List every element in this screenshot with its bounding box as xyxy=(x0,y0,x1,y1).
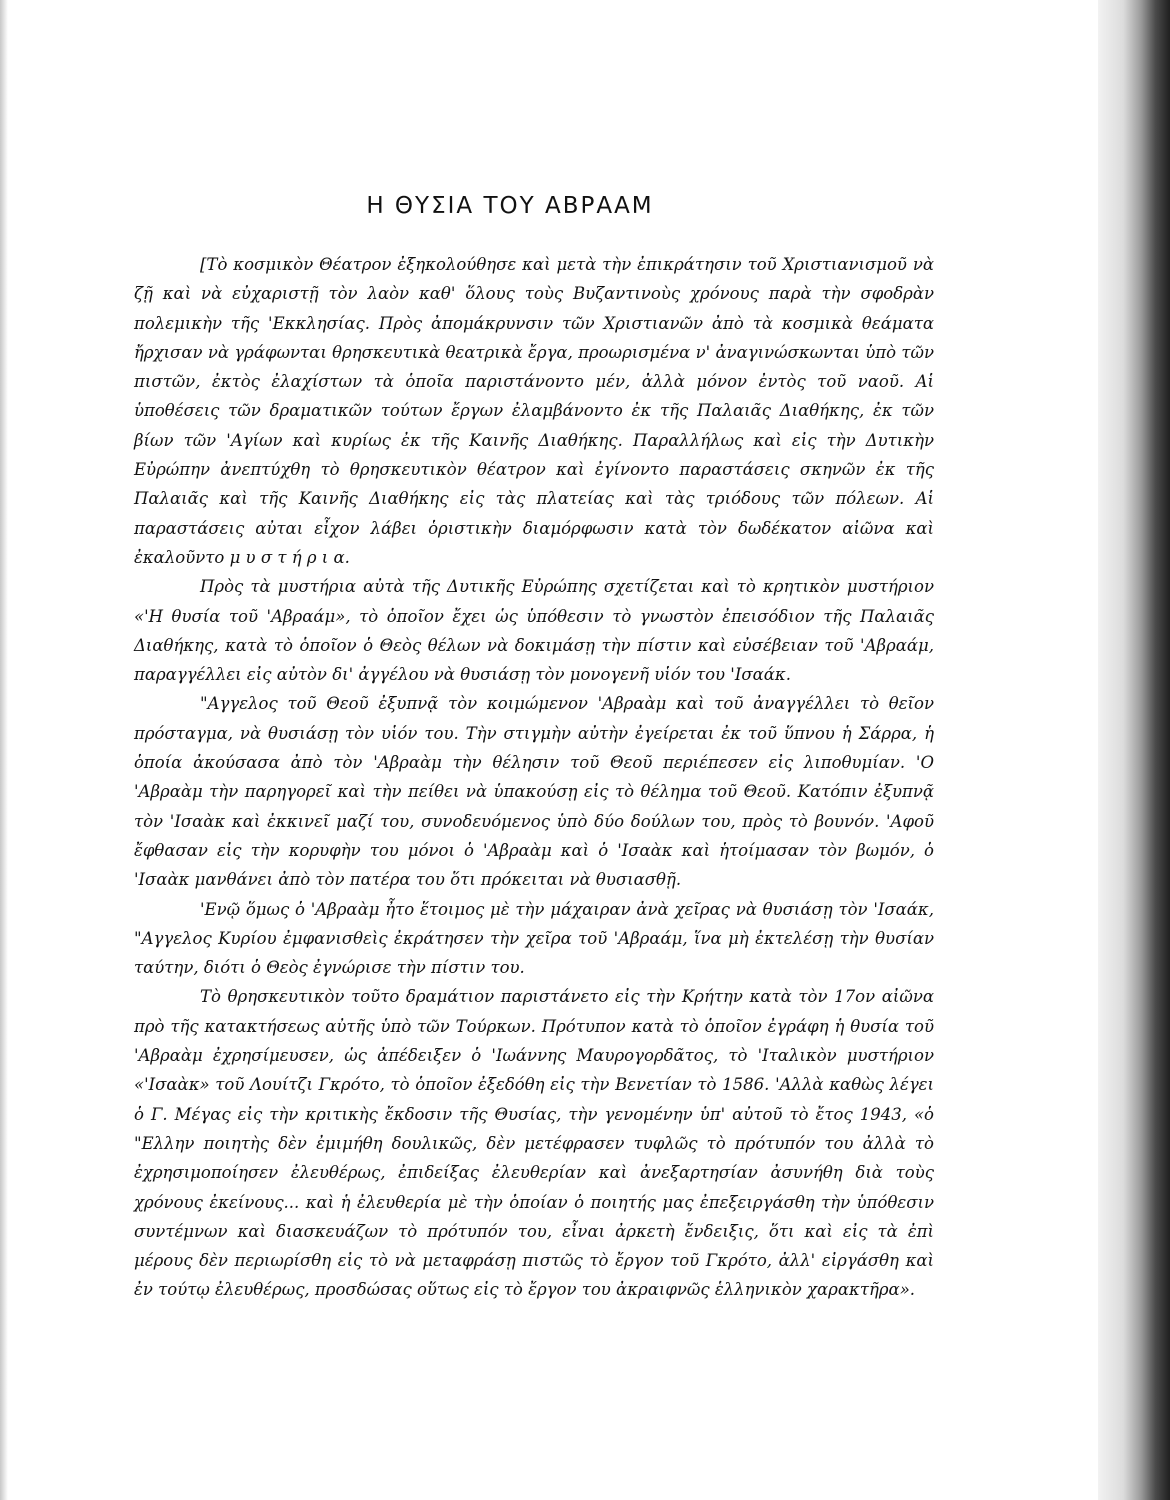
page-edge-shadow xyxy=(1098,0,1170,1500)
page-gutter xyxy=(0,0,8,1500)
paragraph: Τὸ θρησκευτικὸν τοῦτο δραμάτιον παριστάνετο εἰς τὴν Κρήτην κατὰ τὸν 17ον αἰῶνα πρὸ τῆς κατακτήσεως αὐτῆς ὑπὸ τῶν Τούρκων. Πρότυπον κατὰ τὸ ὁποῖον ἐγράφη ἡ θυσία τοῦ 'Αβραὰμ ἐχρησίμευσεν, ὡς ἀπέδειξεν ὁ 'Ιωάννης Μαυρογορδᾶτος, τὸ 'Ιταλικὸν μυστήριον «'Ισαὰκ» τοῦ Λουίτζι Γκρότο, τὸ ὁποῖον ἐξεδόθη εἰς τὴν Βενετίαν τὸ 1586. 'Αλλὰ καθὼς λέγει ὁ Γ. Μέγας εἰς τὴν κριτικὴς ἔκδοσιν τῆς Θυσίας, τὴν γενομένην ὑπ' αὐτοῦ τὸ ἔτος 1943, «ὁ "Ελλην ποιητὴς δὲν ἐμιμήθη δουλικῶς, δὲν μετέφρασεν τυφλῶς τὸ πρότυπόν του ἀλλὰ τὸ ἐχρησιμοποίησεν ἐλευθέρως, ἐπιδείξας ἐλευθερίαν καὶ ἀνεξαρτησίαν ἀσυνήθη διὰ τοὺς χρόνους ἐκείνους... καὶ ἡ ἐλευθερία μὲ τὴν ὁποίαν ὁ ποιητής μας ἐπεξειργάσθη τὴν ὑπόθεσιν συντέμνων καὶ διασκευάζων τὸ πρότυπόν του, εἶναι ἀρκετὴ ἔνδειξις, ὅτι καὶ εἰς τὰ ἐπὶ μέρους δὲν περιωρίσθη εἰς τὸ νὰ μεταφράσῃ πιστῶς τὸ ἔργον τοῦ Γκρότο, ἀλλ' εἰργάσθη καὶ ἐν τούτῳ ἐλευθέρως, προσδώσας οὕτως εἰς τὸ ἔργον του ἀκραιφνῶς ἑλληνικὸν χαρακτῆρα». xyxy=(134,987,934,1300)
paragraph-intro: [Τὸ κοσμικὸν Θέατρον ἐξηκολούθησε καὶ μετὰ τὴν ἐπικράτησιν τοῦ Χριστιανισμοῦ νὰ ζῇ καὶ νὰ εὐχαριστῇ τὸν λαὸν καθ' ὅλους τοὺς Βυζαντινοὺς χρόνους παρὰ τὴν σφοδρὰν πολεμικὴν τῆς 'Εκκλησίας. Πρὸς ἀπομάκρυνσιν τῶν Χριστιανῶν ἀπὸ τὰ κοσμικὰ θεάματα ἤρχισαν νὰ γράφωνται θρησκευτικὰ θεατρικὰ ἔργα, προωρισμένα ν' ἀναγινώσκωνται ὑπὸ τῶν πιστῶν, ἐκτὸς ἐλαχίστων τὰ ὁποῖα παριστάνοντο μέν, ἀλλὰ μόνον ἐντὸς τοῦ ναοῦ. Αἱ ὑποθέσεις τῶν δραματικῶν τούτων ἔργων ἐλαμβάνοντο ἐκ τῆς Παλαιᾶς Διαθήκης, ἐκ τῶν βίων τῶν 'Αγίων καὶ κυρίως ἐκ τῆς Καινῆς Διαθήκης. Παραλλήλως καὶ εἰς τὴν Δυτικὴν Εὐρώπην ἀνεπτύχθη τὸ θρησκευτικὸν θέατρον καὶ ἐγίνοντο παραστάσεις σκηνῶν ἐκ τῆς Παλαιᾶς καὶ τῆς Καινῆς Διαθήκης εἰς τὰς πλατείας καὶ τὰς τριόδους τῶν πόλεων. Αἱ παραστάσεις αὐται εἶχον λάβει ὁριστικὴν διαμόρφωσιν κατὰ τὸν δωδέκατον αἰῶνα καὶ ἐκαλοῦντο μ υ σ τ ή ρ ι α. xyxy=(134,255,934,567)
paragraph: 'Ενῷ ὅμως ὁ 'Αβραὰμ ἦτο ἕτοιμος μὲ τὴν μάχαιραν ἀνὰ χεῖρας νὰ θυσιάσῃ τὸν 'Ισαάκ, "Αγγελος Κυρίου ἐμφανισθεὶς ἐκράτησεν τὴν χεῖρα τοῦ 'Αβραάμ, ἵνα μὴ ἐκτελέσῃ τὴν θυσίαν ταύτην, διότι ὁ Θεὸς ἐγνώρισε τὴν πίστιν του. xyxy=(134,899,934,978)
paragraph: Πρὸς τὰ μυστήρια αὐτὰ τῆς Δυτικῆς Εὐρώπης σχετίζεται καὶ τὸ κρητικὸν μυστήριον «'Η θυσία τοῦ 'Αβραάμ», τὸ ὁποῖον ἔχει ὡς ὑπόθεσιν τὸ γνωστὸν ἐπεισόδιον τῆς Παλαιᾶς Διαθήκης, κατὰ τὸ ὁποῖον ὁ Θεὸς θέλων νὰ δοκιμάσῃ τὴν πίστιν καὶ εὐσέβειαν τοῦ 'Αβραάμ, παραγγέλλει εἰς αὐτὸν δι' ἀγγέλου νὰ θυσιάσῃ τὸν μονογενῆ υἱόν του 'Ισαάκ. xyxy=(134,577,934,685)
paragraph: "Αγγελος τοῦ Θεοῦ ἐξυπνᾷ τὸν κοιμώμενον 'Αβραὰμ καὶ τοῦ ἀναγγέλλει τὸ θεῖον πρόσταγμα, νὰ θυσιάσῃ τὸν υἱόν του. Τὴν στιγμὴν αὐτὴν ἐγείρεται ἐκ τοῦ ὕπνου ἡ Σάρρα, ἡ ὁποία ἀκούσασα ἀπὸ τὸν 'Αβραὰμ τὴν θέλησιν τοῦ Θεοῦ περιέπεσεν εἰς λιποθυμίαν. 'Ο 'Αβραὰμ τὴν παρηγορεῖ καὶ τὴν πείθει νὰ ὑπακούσῃ εἰς τὸ θέλημα τοῦ Θεοῦ. Κατόπιν ἐξυπνᾷ τὸν 'Ισαὰκ καὶ ἐκκινεῖ μαζί του, συνοδευόμενος ὑπὸ δύο δούλων του, πρὸς τὸ βουνόν. 'Αφοῦ ἔφθασαν εἰς τὴν κορυφὴν του μόνοι ὁ 'Αβραὰμ καὶ ὁ 'Ισαὰκ καὶ ἡτοίμασαν τὸν βωμόν, ὁ 'Ισαὰκ μανθάνει ἀπὸ τὸν πατέρα του ὅτι πρόκειται νὰ θυσιασθῇ. xyxy=(134,694,934,890)
body-text xyxy=(134,250,934,1305)
page-title: Η ΘΥΣΙΑ ΤΟΥ ΑΒΡΑΑΜ xyxy=(366,193,654,219)
